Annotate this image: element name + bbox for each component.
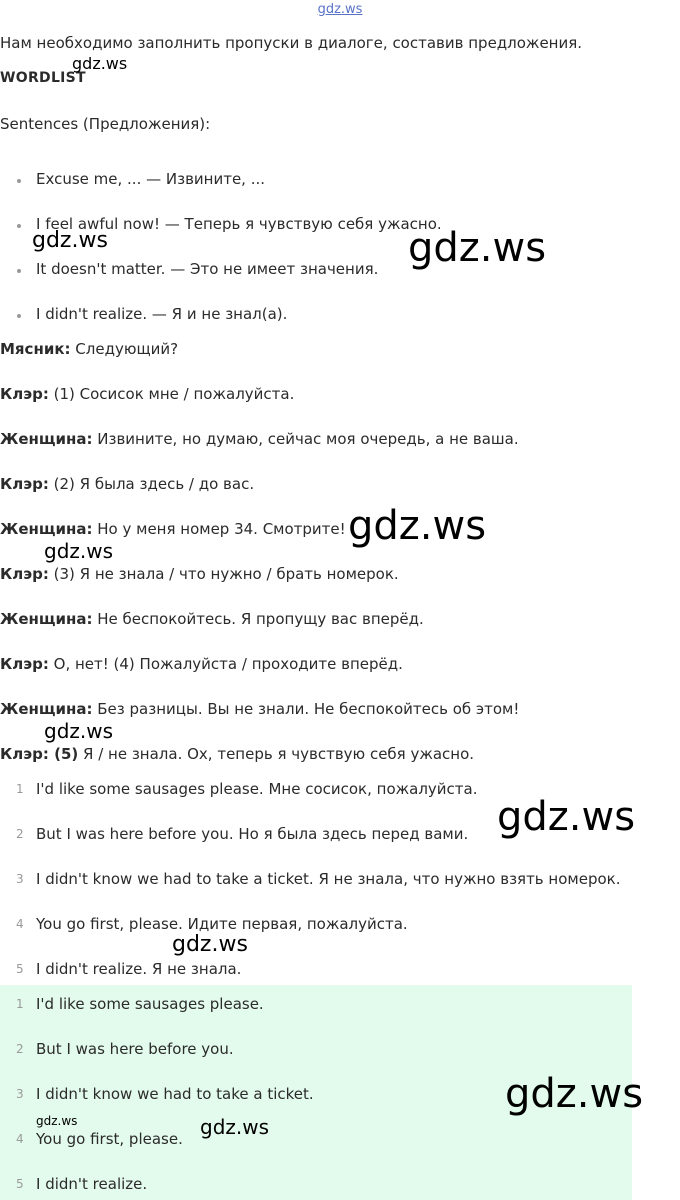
speaker: Клэр: (0, 475, 49, 493)
bullet-icon (17, 179, 21, 183)
list-item: I didn't realize. — Я и не знал(а). (36, 305, 288, 323)
dialogue-line (0, 340, 178, 358)
line-text: Не беспокойтесь. Я пропущу вас вперёд. (92, 610, 424, 628)
watermark-link[interactable]: gdz.ws (317, 2, 363, 17)
item-number: 2 (16, 1042, 24, 1056)
dialogue-line (0, 475, 254, 493)
bullet-icon (17, 269, 21, 273)
watermark: gdz.ws (44, 719, 114, 743)
line-text: (3) Я не знала / что нужно / брать номерок. (48, 565, 399, 583)
line-text: Следующий? (70, 340, 179, 358)
dialogue-line (0, 385, 294, 403)
item-number: 5 (16, 962, 24, 976)
watermark: gdz.ws (36, 1114, 78, 1128)
line-text: Извините, но думаю, сейчас моя очередь, а не ваша. (92, 430, 519, 448)
speaker: Женщина: (0, 700, 93, 718)
list-item: I didn't realize. Я не знала. (36, 960, 242, 978)
speaker: Женщина: (0, 610, 93, 628)
item-number: 2 (16, 827, 24, 841)
item-number: 5 (16, 1177, 24, 1191)
item-number: 3 (16, 1087, 24, 1101)
line-text: О, нет! (4) Пожалуйста / проходите вперёд. (48, 655, 403, 673)
dialogue-line (0, 565, 399, 583)
item-number: 4 (16, 917, 24, 931)
wordlist-heading: WORDLIST (0, 70, 86, 86)
list-item: I feel awful now! — Теперь я чувствую себя ужасно. (36, 215, 442, 233)
item-number: 3 (16, 872, 24, 886)
watermark: gdz.ws (200, 1115, 270, 1139)
list-item: But I was here before you. Но я была здесь перед вами. (36, 825, 469, 843)
sentences-heading: Sentences (Предложения): (0, 115, 211, 133)
speaker: Клэр: (0, 385, 49, 403)
dialogue-line (0, 430, 519, 448)
watermark: gdz.ws (408, 225, 547, 271)
watermark: gdz.ws (497, 794, 636, 840)
speaker: Женщина: (0, 520, 93, 538)
line-text: Я / не знала. Ох, теперь я чувствую себя ужасно. (78, 745, 475, 763)
watermark: gdz.ws (44, 539, 114, 563)
line-text: Но у меня номер 34. Смотрите! (92, 520, 346, 538)
list-item: But I was here before you. (36, 1040, 234, 1058)
line-text: (1) Сосисок мне / пожалуйста. (48, 385, 295, 403)
item-number: 4 (16, 1132, 24, 1146)
watermark: gdz.ws (505, 1071, 644, 1117)
list-item: You go first, please. Идите первая, пожалуйста. (36, 915, 408, 933)
list-item: I didn't know we had to take a ticket. Я не знала, что нужно взять номерок. (36, 870, 621, 888)
list-item: I didn't know we had to take a ticket. (36, 1085, 314, 1103)
list-item: Excuse me, ... — Извините, ... (36, 170, 266, 188)
speaker: Женщина: (0, 430, 93, 448)
speaker: Мясник: (0, 340, 71, 358)
list-item: I'd like some sausages please. Мне сосисок, пожалуйста. (36, 780, 478, 798)
bullet-icon (17, 224, 21, 228)
list-item: I'd like some sausages please. (36, 995, 264, 1013)
speaker: Клэр: (0, 655, 49, 673)
watermark: gdz.ws (72, 54, 128, 73)
item-number: 1 (16, 782, 24, 796)
list-item: You go first, please. (36, 1130, 183, 1148)
watermark: gdz.ws (32, 228, 108, 253)
intro-text: Нам необходимо заполнить пропуски в диалоге, составив предложения. (0, 34, 583, 52)
dialogue-line (0, 655, 403, 673)
dialogue-line (0, 520, 346, 538)
item-number: 1 (16, 997, 24, 1011)
watermark: gdz.ws (172, 932, 248, 957)
watermark: gdz.ws (348, 503, 487, 549)
dialogue-line (0, 745, 474, 763)
dialogue-line (0, 610, 424, 628)
line-text: (2) Я была здесь / до вас. (48, 475, 255, 493)
list-item: I didn't realize. (36, 1175, 148, 1193)
list-item: It doesn't matter. — Это не имеет значения. (36, 260, 379, 278)
speaker: Клэр: (5) (0, 745, 79, 763)
speaker: Клэр: (0, 565, 49, 583)
dialogue-line (0, 700, 519, 718)
bullet-icon (17, 314, 21, 318)
line-text: Без разницы. Вы не знали. Не беспокойтесь об этом! (92, 700, 520, 718)
